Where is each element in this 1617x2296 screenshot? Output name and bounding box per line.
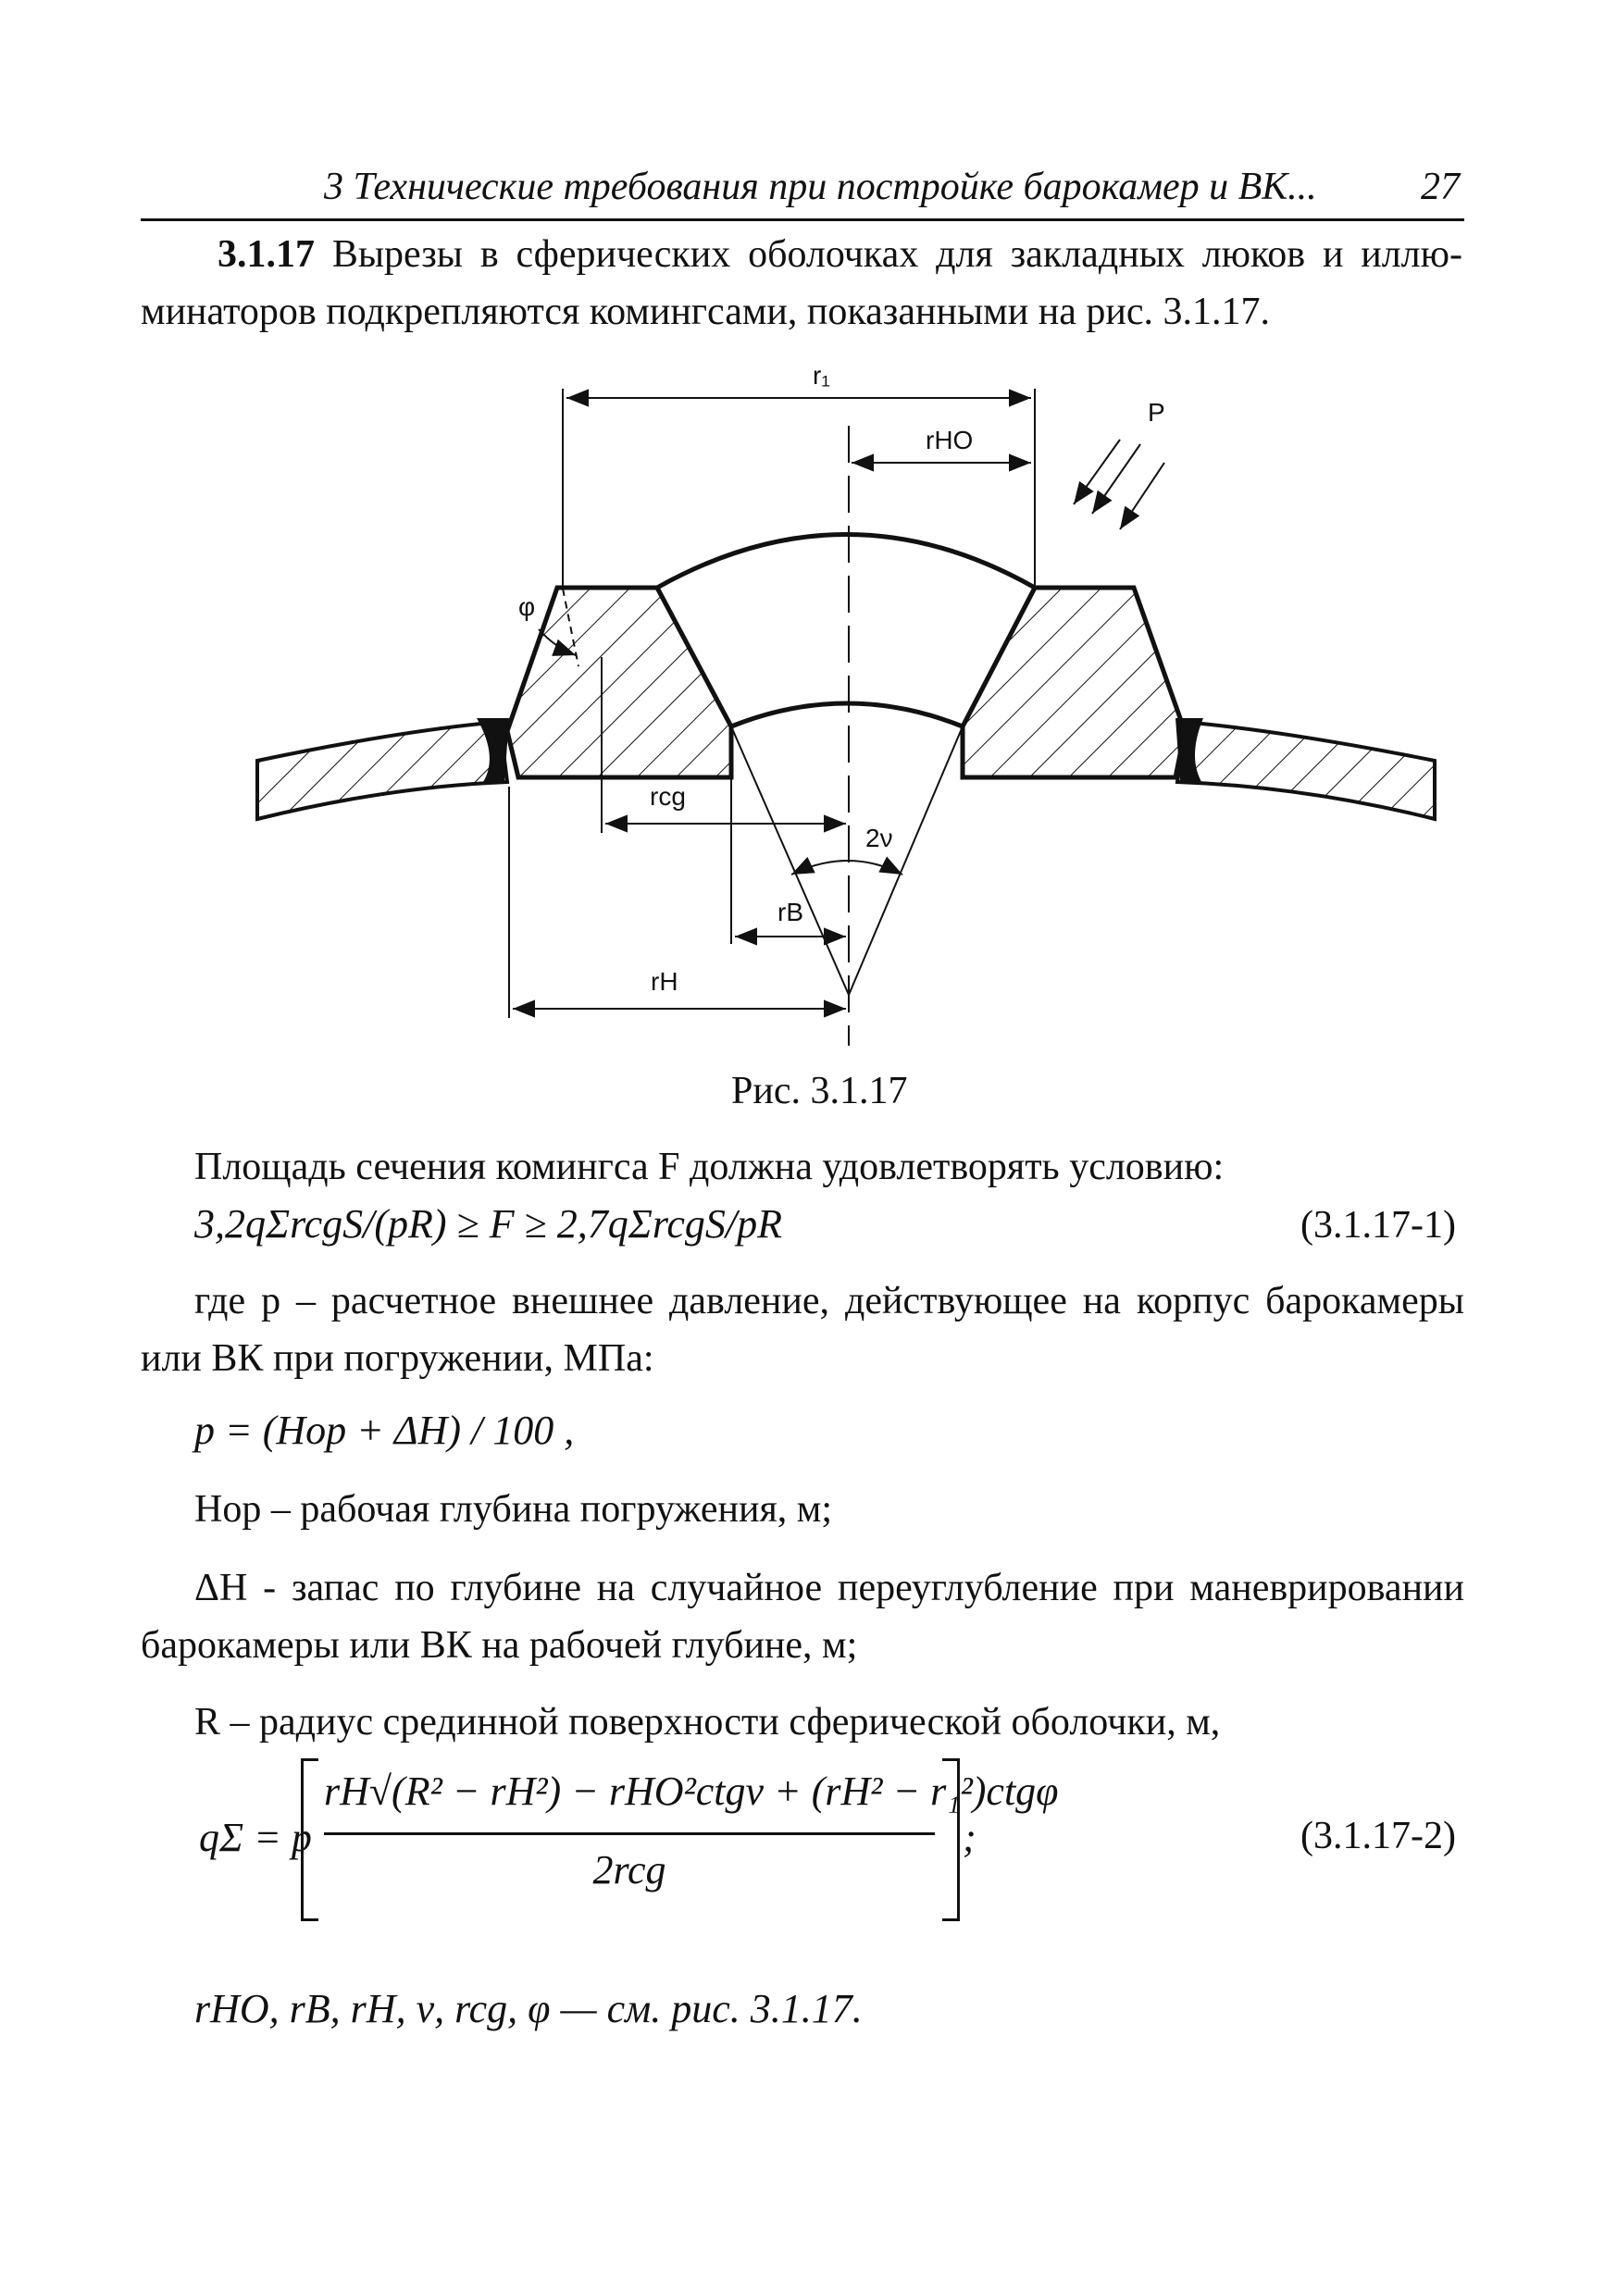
page-number: 27: [1421, 166, 1460, 208]
section-text-line1: Вырезы в сферических оболочках для закладных люков и иллю-: [331, 233, 1462, 276]
hatch-cover: [657, 535, 1035, 727]
pressure-arrow-1: [1074, 440, 1120, 504]
label-phi: φ: [518, 592, 536, 621]
label-P: P: [1148, 398, 1165, 427]
see-figure-line: rНО, rВ, rН, ν, rcg, φ — см. рис. 3.1.17.: [194, 1986, 863, 2031]
cone-line-left: [731, 726, 849, 995]
def-dH-line1: ΔH - запас по глубине на случайное переуглубление при маневрировании: [194, 1567, 1464, 1609]
shell-left: [257, 722, 507, 819]
formula-2-right-bracket: [942, 1758, 960, 1921]
label-2nu: 2ν: [865, 824, 893, 852]
shell-right: [1177, 722, 1435, 819]
def-dH-line2: барокамеры или ВК на рабочей глубине, м;: [141, 1624, 858, 1667]
label-rcg: rcg: [650, 782, 686, 811]
def-R: R – радиус срединной поверхности сферической оболочки, м,: [194, 1701, 1221, 1744]
where-p-line1: где p – расчетное внешнее давление, действующее на корпус барокамеры: [194, 1280, 1464, 1322]
label-rH: rН: [651, 967, 678, 996]
label-rHO: rНО: [926, 426, 974, 454]
formula-2-left-bracket: [301, 1758, 318, 1921]
formula-1-number: (3.1.17-1): [1300, 1204, 1456, 1247]
pressure-arrow-3: [1120, 463, 1164, 529]
pressure-arrow-2: [1092, 444, 1140, 514]
formula-1: 3,2qΣrcgS/(pR) ≥ F ≥ 2,7qΣrcgS/pR: [194, 1201, 783, 1247]
where-p-line2: или ВК при погружении, МПа:: [141, 1337, 654, 1380]
section-number: 3.1.17: [218, 233, 315, 276]
section-text-line2: минаторов подкрепляются комингсами, показанными на рис. 3.1.17.: [141, 291, 1270, 333]
formula-2-fraction-bar: [324, 1832, 935, 1835]
formula-2-semicolon: ;: [963, 1815, 976, 1860]
cone-line-right: [849, 726, 963, 995]
condition-intro: Площадь сечения комингса F должна удовлетворять условию:: [194, 1146, 1225, 1188]
formula-2-numerator: rН√(R² − rН²) − rНО²ctgν + (rН² − r₁²)ctgφ: [324, 1769, 1059, 1814]
formula-2-denominator: 2rcg: [592, 1847, 666, 1893]
label-r1: r₁: [813, 361, 830, 390]
formula-p: p = (Hор + ΔH) / 100 ,: [194, 1408, 575, 1453]
label-rB: rВ: [777, 898, 803, 926]
running-title: 3 Технические требования при постройке барокамер и ВК...: [324, 166, 1317, 208]
figure-caption: Рис. 3.1.17: [731, 1070, 908, 1112]
def-Hop: Hор – рабочая глубина погружения, м;: [194, 1488, 833, 1531]
formula-2-lhs: qΣ = p: [199, 1815, 312, 1860]
angle-arc-2nu: [791, 861, 902, 875]
formula-2-number: (3.1.17-2): [1300, 1815, 1456, 1857]
